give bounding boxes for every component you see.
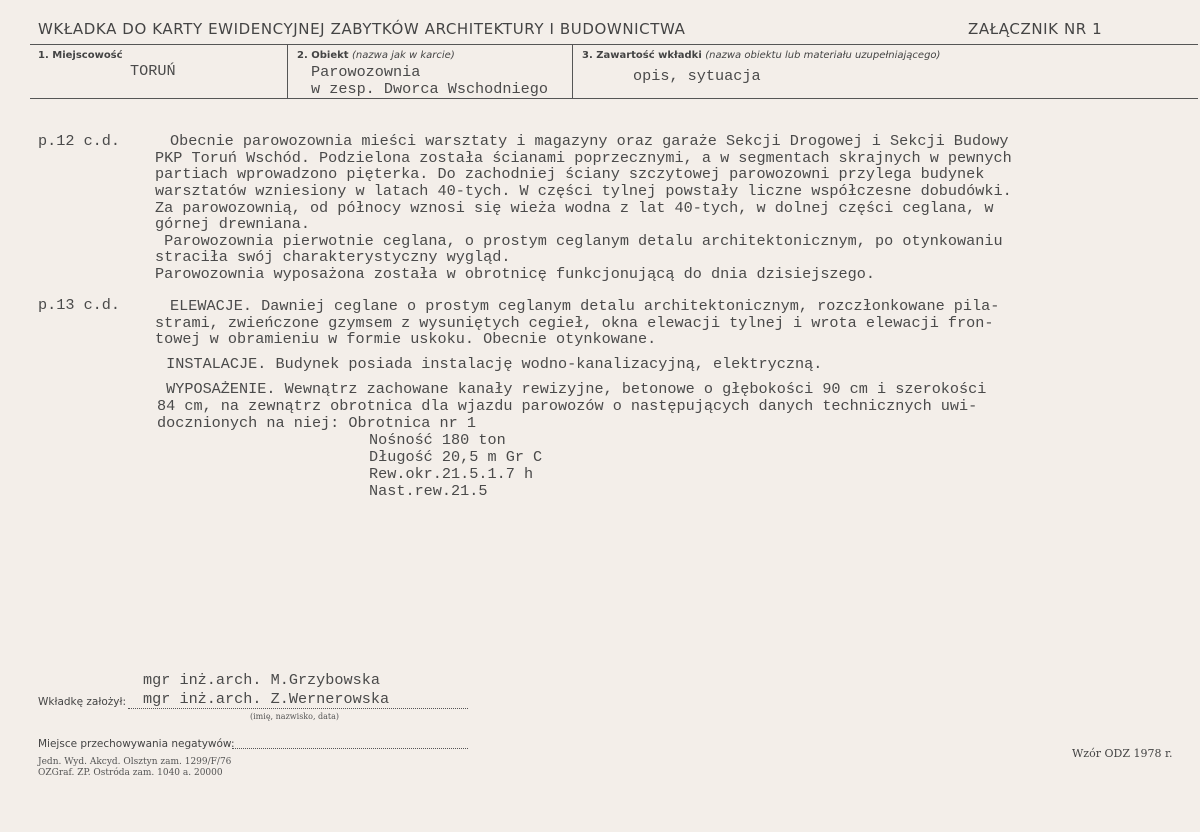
- text-line: Nast.rew.21.5: [369, 482, 488, 500]
- text-line: 84 cm, na zewnątrz obrotnica dla wjazdu parowozów o następujących danych technicznych uwi-: [157, 397, 978, 415]
- form-model: Wzór ODZ 1978 r.: [1072, 747, 1173, 760]
- object-label-text: 2. Obiekt: [297, 50, 349, 61]
- storage-line: [232, 748, 468, 749]
- annex-number: ZAŁĄCZNIK NR 1: [968, 20, 1103, 38]
- text-line: Parowozownia pierwotnie ceglana, o prostym ceglanym detalu architektonicznym, po otynkowaniu: [155, 232, 1003, 250]
- text-line: warsztatów wzniesiony w latach 40-tych. W części tylnej powstały liczne współczesne dobudówki.: [155, 182, 1012, 200]
- author-2: mgr inż.arch. Z.Wernerowska: [143, 690, 390, 708]
- storage-label: Miejsce przechowywania negatywów:: [38, 738, 235, 750]
- contents-label-text: 3. Zawartość wkładki: [582, 50, 702, 61]
- text-line: WYPOSAŻENIE. Wewnątrz zachowane kanały rewizyjne, betonowe o głębokości 90 cm i szerokości: [157, 380, 987, 398]
- contents-label: [582, 50, 940, 61]
- author-1: mgr inż.arch. M.Grzybowska: [143, 671, 380, 689]
- authors-note: (imię, nazwisko, data): [250, 712, 340, 721]
- text-line: Obecnie parowozownia mieści warsztaty i magazyny oraz garaże Sekcji Drogowej i Sekcji Budowy: [170, 132, 1009, 150]
- imprint-line-1: Jedn. Wyd. Akcyd. Olsztyn zam. 1299/F/76: [38, 757, 232, 767]
- contents-value: opis, sytuacja: [633, 67, 761, 85]
- header-top-rule: [30, 44, 1198, 45]
- imprint: [38, 757, 231, 779]
- text-line: partiach wprowadzono pięterka. Do zachodniej ściany szczytowej parowozowni przylega budynek: [155, 165, 985, 183]
- text-line: ELEWACJE. Dawniej ceglane o prostym ceglanym detalu architektonicznym, rozczłonkowane pila-: [170, 297, 1000, 315]
- text-line: PKP Toruń Wschód. Podzielona została ścianami poprzecznymi, a w segmentach skrajnych w pewnych: [155, 149, 1012, 167]
- p12-reference: p.12 c.d.: [38, 132, 121, 150]
- p13-reference: p.13 c.d.: [38, 296, 121, 314]
- text-line: Parowozownia wyposażona została w obrotnicę funkcjonującą do dnia dzisiejszego.: [155, 265, 876, 283]
- instalacje-line: INSTALACJE. Budynek posiada instalację wodno-kanalizacyjną, elektryczną.: [157, 355, 823, 373]
- object-label: [297, 50, 455, 61]
- authors-line: [128, 708, 468, 709]
- header-divider-2: [572, 44, 573, 99]
- form-title: WKŁADKA DO KARTY EWIDENCYJNEJ ZABYTKÓW ARCHITEKTURY I BUDOWNICTWA: [38, 20, 686, 38]
- object-value-line-2: w zesp. Dworca Wschodniego: [311, 80, 548, 98]
- text-line: Nośność 180 ton: [369, 431, 506, 449]
- header-bottom-rule: [30, 98, 1198, 99]
- authors-label: Wkładkę założył:: [38, 696, 127, 708]
- text-line: straciła swój charakterystyczny wygląd.: [155, 248, 511, 266]
- text-line: górnej drewniana.: [155, 215, 310, 233]
- text-line: towej w obramieniu w formie uskoku. Obecnie otynkowane.: [155, 330, 657, 348]
- text-line: Rew.okr.21.5.1.7 h: [369, 465, 534, 483]
- locality-label: 1. Miejscowość: [38, 50, 123, 61]
- imprint-line-2: OZGraf. ZP. Ostróda zam. 1040 a. 20000: [38, 768, 223, 778]
- text-line: Za parowozownią, od północy wznosi się wieża wodna z lat 40-tych, w dolnej części ceglana, w: [155, 199, 994, 217]
- object-value-line-1: Parowozownia: [311, 63, 421, 81]
- contents-label-note: (nazwa obiektu lub materiału uzupełniającego): [705, 50, 941, 61]
- text-line: strami, zwieńczone gzymsem z wysuniętych cegieł, okna elewacji tylnej i wrota elewacji fron-: [155, 314, 994, 332]
- text-line: Długość 20,5 m Gr C: [369, 448, 543, 466]
- header-divider-1: [287, 44, 288, 99]
- locality-value: TORUŃ: [130, 62, 176, 80]
- text-line: docznionych na niej: Obrotnica nr 1: [157, 414, 476, 432]
- object-label-note: (nazwa jak w karcie): [352, 50, 455, 61]
